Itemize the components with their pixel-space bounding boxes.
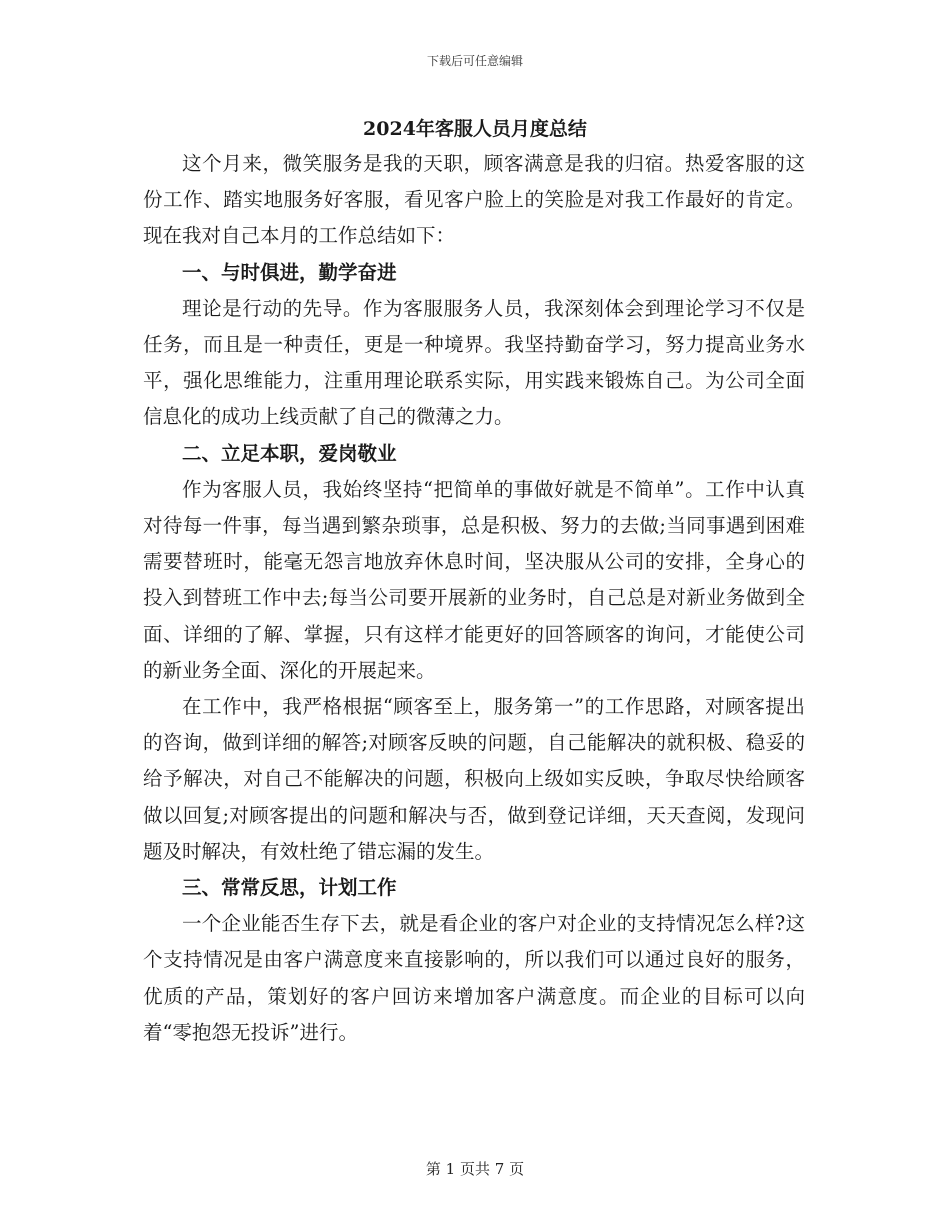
section-2-paragraph-1: 作为客服人员，我始终坚持“把简单的事做好就是不简单”。工作中认真对待每一件事，每当遇到繁杂琐事，总是积极、努力的去做;当同事遇到困难需要替班时，能毫无怨言地放弃休息时间，坚决服从公司的安排，全身心的投入到替班工作中去;每当公司要开展新的业务时，自己总是对新业务做到全面、详细的了解、掌握，只有这样才能更好的回答顾客的询问，才能使公司的新业务全面、深化的开展起来。 xyxy=(143,477,805,682)
section-heading-1: 一、与时俱进，勤学奋进 xyxy=(182,260,397,284)
section-heading-2: 二、立足本职，爱岗敬业 xyxy=(182,441,397,465)
section-heading-3: 三、常常反思，计划工作 xyxy=(182,876,397,900)
section-1-paragraph-1: 理论是行动的先导。作为客服服务人员，我深刻体会到理论学习不仅是任务，而且是一种责任，更是一种境界。我坚持勤奋学习，努力提高业务水平，强化思维能力，注重用理论联系实际，用实践来锻炼自己。为公司全面信息化的成功上线贡献了自己的微薄之力。 xyxy=(143,296,805,429)
document-body xyxy=(143,146,805,1051)
intro-paragraph: 这个月来，微笑服务是我的天职，顾客满意是我的归宿。热爱客服的这份工作、踏实地服务好客服，看见客户脸上的笑脸是对我工作最好的肯定。现在我对自己本月的工作总结如下： xyxy=(143,152,805,248)
page-footer: 第 1 页共 7 页 xyxy=(425,1160,525,1178)
section-3-paragraph-1: 一个企业能否生存下去，就是看企业的客户对企业的支持情况怎么样?这个支持情况是由客户满意度来直接影响的，所以我们可以通过良好的服务，优质的产品，策划好的客户回访来增加客户满意度。而企业的目标可以向着“零抱怨无投诉”进行。 xyxy=(143,912,805,1044)
header-note: 下载后可任意编辑 xyxy=(426,54,523,68)
section-2-paragraph-2: 在工作中，我严格根据“顾客至上，服务第一”的工作思路，对顾客提出的咨询，做到详细的解答;对顾客反映的问题，自己能解决的就积极、稳妥的给予解决，对自己不能解决的问题，积极向上级如实反映，争取尽快给顾客做以回复;对顾客提出的问题和解决与否，做到登记详细，天天查阅，发现问题及时解决，有效杜绝了错忘漏的发生。 xyxy=(143,695,805,863)
document-title: 2024年客服人员月度总结 xyxy=(363,118,587,140)
